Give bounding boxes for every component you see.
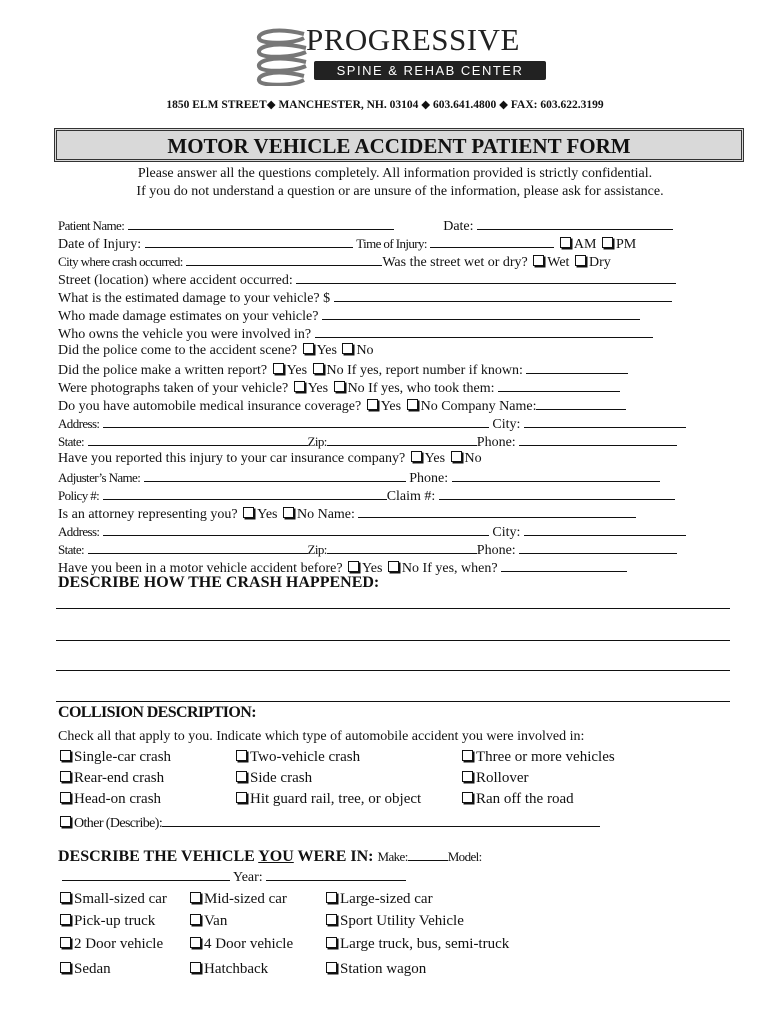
logo-subtitle: SPINE & REHAB CENTER <box>314 61 546 80</box>
damage-field[interactable] <box>334 288 672 302</box>
police-report-yes-checkbox[interactable] <box>273 363 284 374</box>
street-location-row <box>58 270 676 290</box>
estimates-field[interactable] <box>322 306 640 320</box>
checkbox[interactable] <box>60 937 71 948</box>
model-label: Model: <box>447 849 482 864</box>
prior-accident-label: Have you been in a motor vehicle accident before? <box>58 561 343 576</box>
year-field[interactable] <box>266 867 406 881</box>
option-label: 4 Door vehicle <box>204 936 294 952</box>
photos-who-label: No If yes, who took them: <box>347 381 495 396</box>
attorney-no-checkbox[interactable] <box>283 507 294 518</box>
yes-label: Yes <box>316 343 337 358</box>
checkbox[interactable] <box>190 892 201 903</box>
police-report-label: Did the police make a written report? <box>58 363 268 378</box>
adjuster-row <box>58 468 660 488</box>
pm-checkbox[interactable] <box>602 237 613 248</box>
checkbox[interactable] <box>190 962 201 973</box>
option-label: Sedan <box>74 961 111 977</box>
option-label: Large truck, bus, semi-truck <box>340 936 510 952</box>
vehicle-option[interactable] <box>188 913 227 930</box>
med-insurance-no-checkbox[interactable] <box>407 399 418 410</box>
yes-label: Yes <box>362 561 383 576</box>
crash-description-line[interactable] <box>56 640 730 641</box>
checkbox[interactable] <box>60 750 71 761</box>
diamond-icon: ◆ <box>421 99 431 111</box>
claim-label: Claim #: <box>386 489 436 504</box>
police-report-no-checkbox[interactable] <box>313 363 324 374</box>
vehicle-option[interactable] <box>324 936 509 953</box>
option-label: Sport Utility Vehicle <box>340 913 464 929</box>
attorney-label: Is an attorney representing you? <box>58 507 238 522</box>
fax-number: FAX: 603.622.3199 <box>510 99 604 111</box>
attorney-row <box>58 504 636 524</box>
phone-label: Phone: <box>476 435 516 450</box>
make-field[interactable] <box>408 847 448 861</box>
adjuster-label: Adjuster’s Name: <box>58 470 141 485</box>
vehicle-option[interactable] <box>58 891 167 908</box>
option-label: Single-car crash <box>74 749 172 765</box>
time-of-injury-label: Time of Injury: <box>356 236 427 251</box>
attorney-zip-label: Zip: <box>307 542 327 557</box>
vehicle-heading-text: DESCRIBE THE VEHICLE <box>58 848 259 865</box>
title-box <box>54 128 744 162</box>
intro-line-1: Please answer all the questions completely. All information provided is strictly confidential. <box>137 166 653 181</box>
other-label: Other (Describe): <box>74 816 163 831</box>
insurance-state-row <box>58 432 677 452</box>
make-label: Make: <box>377 849 408 864</box>
company-name-label: No Company Name: <box>420 399 537 414</box>
collision-option[interactable] <box>460 791 574 808</box>
date-field[interactable] <box>477 216 673 230</box>
yes-label: Yes <box>307 381 329 396</box>
photos-who-field[interactable] <box>498 378 620 392</box>
checkbox[interactable] <box>236 771 247 782</box>
city-crash-row <box>58 252 611 272</box>
collision-option[interactable] <box>460 770 529 787</box>
intro-line-2: If you do not understand a question or are unsure of the information, please ask for assistance. <box>136 184 664 199</box>
option-label: Pick-up truck <box>74 913 156 929</box>
date-label: Date: <box>443 219 474 234</box>
photos-label: Were photographs taken of your vehicle? <box>58 381 289 396</box>
attorney-phone-field[interactable] <box>519 540 677 554</box>
police-scene-label: Did the police come to the accident scene? <box>58 343 298 358</box>
estimates-row <box>58 306 640 326</box>
med-insurance-row <box>58 396 626 416</box>
attorney-state-field[interactable] <box>88 540 308 554</box>
adjuster-phone-field[interactable] <box>452 468 660 482</box>
attorney-yes-checkbox[interactable] <box>243 507 254 518</box>
option-label: Rear-end crash <box>74 770 165 786</box>
vehicle-option[interactable] <box>324 961 426 978</box>
policy-row <box>58 486 675 506</box>
checkbox[interactable] <box>190 937 201 948</box>
zip-label: Zip: <box>307 434 327 449</box>
collision-instructions: Check all that apply to you. Indicate which type of automobile accident you were involved in: <box>58 729 585 744</box>
phone-number: 603.641.4800 <box>433 99 497 111</box>
med-insurance-label: Do you have automobile medical insurance coverage? <box>58 399 362 414</box>
attorney-zip-field[interactable] <box>327 540 477 554</box>
option-label: Three or more vehicles <box>476 749 615 765</box>
describe-crash-heading: DESCRIBE HOW THE CRASH HAPPENED: <box>58 574 380 591</box>
injury-row <box>58 234 636 254</box>
option-label: Ran off the road <box>476 791 574 807</box>
policy-label: Policy #: <box>58 488 100 503</box>
logo-name: PROGRESSIVE <box>306 22 520 57</box>
checkbox[interactable] <box>190 914 201 925</box>
yes-label: Yes <box>424 451 446 466</box>
checkbox[interactable] <box>236 792 247 803</box>
checkbox[interactable] <box>462 750 473 761</box>
option-label: Rollover <box>476 770 529 786</box>
street-location-field[interactable] <box>296 270 676 284</box>
collision-option[interactable] <box>58 791 161 808</box>
checkbox[interactable] <box>60 771 71 782</box>
patient-name-field[interactable] <box>128 216 394 230</box>
prior-no-checkbox[interactable] <box>388 561 399 572</box>
street-wet-label: Was the street wet or dry? <box>382 255 528 270</box>
option-label: Van <box>204 913 228 929</box>
am-checkbox[interactable] <box>560 237 571 248</box>
photos-no-checkbox[interactable] <box>334 381 345 392</box>
vehicle-option[interactable] <box>188 891 287 908</box>
pm-label: PM <box>615 237 637 252</box>
state-field[interactable] <box>88 432 308 446</box>
police-report-row <box>58 360 628 380</box>
collision-option[interactable] <box>234 791 421 808</box>
date-of-injury-label: Date of Injury: <box>58 237 142 252</box>
checkbox[interactable] <box>60 962 71 973</box>
zip-field[interactable] <box>327 432 477 446</box>
collision-option[interactable] <box>234 749 360 766</box>
vehicle-option[interactable] <box>324 891 433 908</box>
checkbox[interactable] <box>462 771 473 782</box>
date-of-injury-field[interactable] <box>145 234 353 248</box>
year-label: Year: <box>232 870 263 885</box>
reported-injury-row <box>58 450 482 468</box>
time-of-injury-field[interactable] <box>430 234 554 248</box>
year-row <box>62 867 406 887</box>
attorney-name-label: No Name: <box>296 507 355 522</box>
damage-row <box>58 288 672 308</box>
collision-other-row <box>58 813 600 832</box>
attorney-address-row <box>58 522 686 542</box>
owner-label: Who owns the vehicle you were involved in? <box>58 327 312 342</box>
spiral-logo-icon <box>252 24 312 86</box>
yes-label: Yes <box>380 399 402 414</box>
police-scene-row <box>58 342 374 360</box>
option-label: Hit guard rail, tree, or object <box>250 791 422 807</box>
police-scene-yes-checkbox[interactable] <box>303 343 314 354</box>
other-checkbox[interactable] <box>60 816 71 827</box>
vehicle-option[interactable] <box>188 961 268 978</box>
prior-when-label: No If yes, when? <box>401 561 498 576</box>
vehicle-option[interactable] <box>58 961 111 978</box>
state-label: State: <box>58 434 85 449</box>
vehicle-heading <box>58 847 482 866</box>
option-label: Small-sized car <box>74 891 167 907</box>
damage-label: What is the estimated damage to your vehicle? $ <box>58 291 331 306</box>
attorney-name-field[interactable] <box>358 504 636 518</box>
checkbox[interactable] <box>236 750 247 761</box>
city-address: MANCHESTER, NH. 03104 <box>278 99 419 111</box>
claim-field[interactable] <box>439 486 675 500</box>
city-crash-field[interactable] <box>186 252 382 266</box>
diamond-icon: ◆ <box>266 99 276 111</box>
adjuster-phone-label: Phone: <box>409 471 449 486</box>
report-number-label: No If yes, report number if known: <box>326 363 523 378</box>
city-crash-label: City where crash occurred: <box>58 254 183 269</box>
report-number-field[interactable] <box>526 360 628 374</box>
owner-field[interactable] <box>315 324 653 338</box>
prior-when-field[interactable] <box>501 558 627 572</box>
attorney-city-label: City: <box>492 525 521 540</box>
reported-yes-checkbox[interactable] <box>411 451 422 462</box>
no-label: No <box>356 343 374 358</box>
checkbox[interactable] <box>326 962 337 973</box>
street-address: 1850 ELM STREET <box>166 99 267 111</box>
photos-yes-checkbox[interactable] <box>294 381 305 392</box>
checkbox[interactable] <box>326 914 337 925</box>
address-label: Address: <box>58 416 100 431</box>
vehicle-heading-text-end: WERE IN: <box>293 848 374 865</box>
vehicle-heading-you: YOU <box>258 848 294 865</box>
owner-row <box>58 324 653 344</box>
collision-option[interactable] <box>58 770 164 787</box>
attorney-phone-label: Phone: <box>476 543 516 558</box>
street-location-label: Street (location) where accident occurred: <box>58 273 293 288</box>
vehicle-option[interactable] <box>188 936 293 953</box>
patient-name-row <box>58 216 673 236</box>
contact-line <box>0 97 770 111</box>
dry-label: Dry <box>588 255 611 270</box>
option-label: Mid-sized car <box>204 891 287 907</box>
reported-no-checkbox[interactable] <box>451 451 462 462</box>
option-label: Head-on crash <box>74 791 162 807</box>
checkbox[interactable] <box>60 792 71 803</box>
crash-description-line[interactable] <box>56 608 730 609</box>
option-label: Two-vehicle crash <box>250 749 361 765</box>
am-label: AM <box>573 237 597 252</box>
collision-option[interactable] <box>460 749 615 766</box>
reported-injury-label: Have you reported this injury to your car insurance company? <box>58 451 406 466</box>
checkbox[interactable] <box>326 937 337 948</box>
other-describe-field[interactable] <box>162 813 600 827</box>
policy-field[interactable] <box>103 486 387 500</box>
diamond-icon: ◆ <box>499 99 508 111</box>
model-field[interactable] <box>62 867 230 881</box>
yes-label: Yes <box>286 363 308 378</box>
no-label: No <box>464 451 482 466</box>
option-label: 2 Door vehicle <box>74 936 164 952</box>
checkbox[interactable] <box>60 914 71 925</box>
option-label: Large-sized car <box>340 891 433 907</box>
attorney-address-field[interactable] <box>103 522 489 536</box>
dry-checkbox[interactable] <box>575 255 586 266</box>
city-label: City: <box>492 417 521 432</box>
crash-description-line[interactable] <box>56 670 730 671</box>
attorney-state-row <box>58 540 677 560</box>
attorney-state-label: State: <box>58 542 85 557</box>
attorney-address-label: Address: <box>58 524 100 539</box>
option-label: Hatchback <box>204 961 269 977</box>
checkbox[interactable] <box>60 892 71 903</box>
company-name-field[interactable] <box>536 396 626 410</box>
photos-row <box>58 378 620 398</box>
checkbox[interactable] <box>462 792 473 803</box>
city-field[interactable] <box>524 414 686 428</box>
collision-option[interactable] <box>58 749 171 766</box>
wet-label: Wet <box>547 255 570 270</box>
insurance-address-row <box>58 414 686 434</box>
option-label: Station wagon <box>340 961 427 977</box>
collision-heading: COLLISION DESCRIPTION: <box>58 704 256 721</box>
vehicle-option[interactable] <box>324 913 464 930</box>
collision-option[interactable] <box>234 770 312 787</box>
police-scene-no-checkbox[interactable] <box>342 343 353 354</box>
patient-name-label: Patient Name: <box>58 218 125 233</box>
address-field[interactable] <box>103 414 489 428</box>
vehicle-option[interactable] <box>58 936 163 953</box>
wet-checkbox[interactable] <box>533 255 544 266</box>
crash-description-line[interactable] <box>56 701 730 702</box>
attorney-city-field[interactable] <box>524 522 686 536</box>
yes-label: Yes <box>257 507 278 522</box>
adjuster-field[interactable] <box>144 468 406 482</box>
med-insurance-yes-checkbox[interactable] <box>367 399 378 410</box>
logo <box>252 24 552 86</box>
estimates-label: Who made damage estimates on your vehicle? <box>58 309 319 324</box>
option-label: Side crash <box>250 770 313 786</box>
vehicle-option[interactable] <box>58 913 155 930</box>
page-title: MOTOR VEHICLE ACCIDENT PATIENT FORM <box>167 134 631 158</box>
checkbox[interactable] <box>326 892 337 903</box>
prior-yes-checkbox[interactable] <box>348 561 359 572</box>
phone-field[interactable] <box>519 432 677 446</box>
